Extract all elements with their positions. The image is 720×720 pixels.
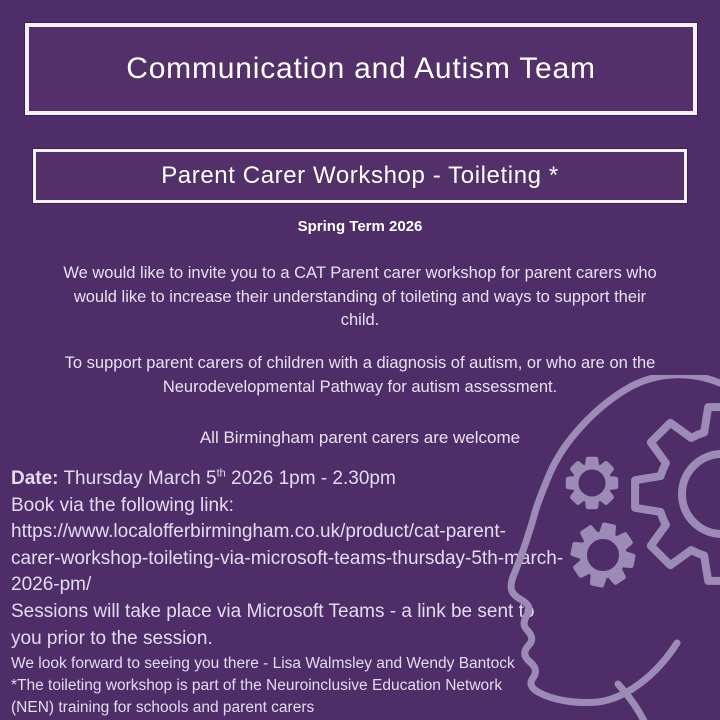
booking-instruction: Book via the following link: <box>11 494 234 516</box>
welcome-line: All Birmingham parent carers are welcome <box>199 428 521 447</box>
date-value-post: 2026 1pm - 2.30pm <box>225 468 396 489</box>
date-ordinal: th <box>216 467 226 480</box>
booking-url-line[interactable]: 2026-pm/ <box>11 574 92 596</box>
date-label: Date: <box>11 468 59 489</box>
page-title: Communication and Autism Team <box>126 52 596 85</box>
intro-paragraph <box>0 262 720 333</box>
date-value-pre: Thursday March 5 <box>58 468 217 489</box>
support-line: To support parent carers of children with a diagnosis of autism, or who are on the <box>64 354 656 372</box>
main-title-box <box>25 23 697 115</box>
support-line: Neurodevelopmental Pathway for autism assessment. <box>162 377 558 396</box>
sessions-line: you prior to the session. <box>11 627 213 649</box>
footer-line: We look forward to seeing you there - Lisa Walmsley and Wendy Bantock <box>11 655 515 672</box>
term-label: Spring Term 2026 <box>297 218 423 235</box>
booking-url-line[interactable]: https://www.localofferbirmingham.co.uk/product/cat-parent- <box>11 521 506 543</box>
intro-line: would like to increase their understanding of toileting and ways to support their <box>73 287 647 306</box>
gear-large-icon <box>635 407 720 581</box>
footer-note <box>11 653 551 720</box>
booking-url-line[interactable]: carer-workshop-toileting-via-microsoft-teams-thursday-5th-march- <box>11 547 564 569</box>
footer-line: *The toileting workshop is part of the Neuroinclusive Education Network <box>11 677 503 695</box>
gear-small-lower-icon <box>573 525 633 585</box>
intro-line: child. <box>340 311 380 329</box>
workshop-title: Parent Carer Workshop - Toileting * <box>161 162 559 189</box>
sessions-line: Sessions will take place via Microsoft Teams - a link be sent to <box>11 600 535 622</box>
footer-line: (NEN) training for schools and parent carers <box>11 699 315 717</box>
gear-large-hub-icon <box>682 454 720 534</box>
head-with-gears-graphic <box>480 375 720 720</box>
intro-line: We would like to invite you to a CAT Parent carer workshop for parent carers who <box>63 264 657 282</box>
workshop-title-box <box>33 149 687 203</box>
gear-small-upper-icon <box>568 459 615 506</box>
